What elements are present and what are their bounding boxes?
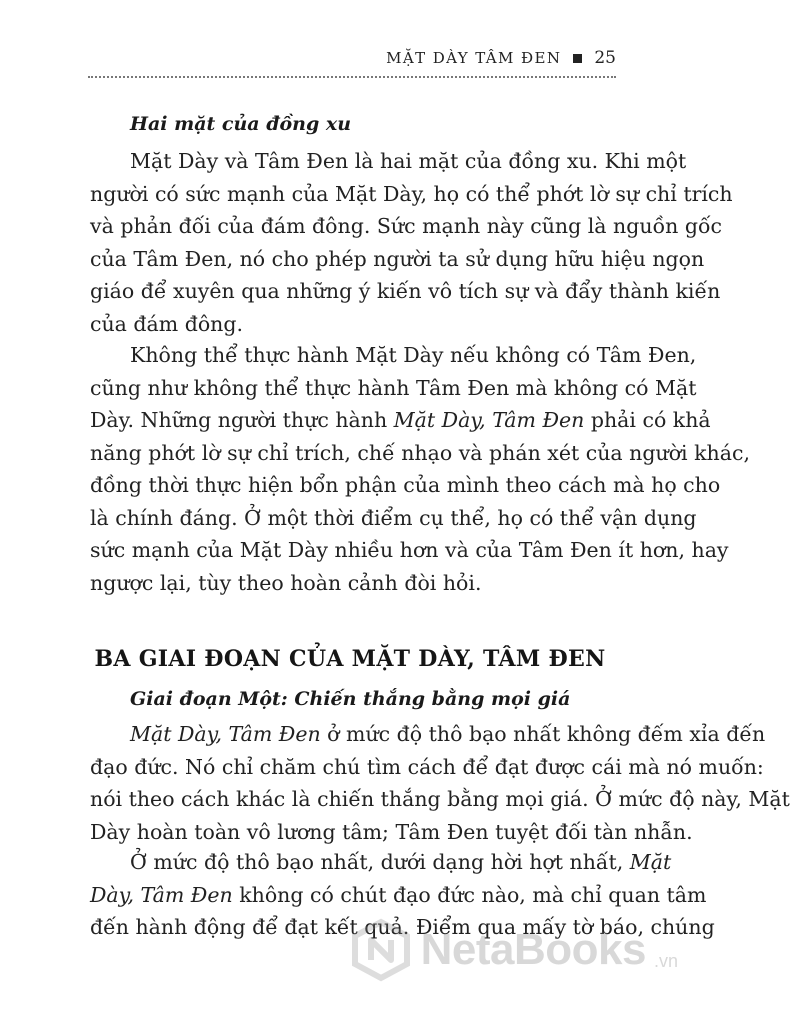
running-header — [386, 48, 616, 68]
paragraph-line — [90, 879, 707, 912]
text-run: Dày. Những người thực hành — [90, 408, 394, 432]
running-title: MẶT DÀY TÂM ĐEN — [386, 49, 562, 67]
paragraph-line — [90, 846, 672, 879]
text-run: ở mức độ thô bạo nhất không đếm xỉa đến — [320, 722, 766, 746]
paragraph-line: cũng như không thể thực hành Tâm Đen mà không có Mặt — [90, 375, 697, 400]
page-number: 25 — [594, 48, 616, 68]
paragraph-1 — [90, 145, 733, 340]
italic-title-text: Mặt — [629, 850, 672, 874]
paragraph-line: đạo đức. Nó chỉ chăm chú tìm cách để đạt được cái mà nó muốn: — [90, 754, 764, 779]
section-subheading: Giai đoạn Một: Chiến thắng bằng mọi giá — [130, 688, 571, 710]
italic-title-text: Mặt Dày, Tâm Đen — [130, 722, 321, 746]
paragraph-line: đến hành động để đạt kết quả. Điểm qua mấy tờ báo, chúng — [90, 915, 715, 939]
paragraph-line: của đám đông. — [90, 311, 244, 336]
italic-title-text: Mặt Dày, Tâm Đen — [393, 408, 585, 432]
paragraph-3 — [90, 718, 790, 848]
watermark — [349, 918, 678, 982]
paragraph-line: là chính đáng. Ở một thời điểm cụ thể, họ có thể vận dụng — [90, 505, 697, 530]
square-bullet-icon — [573, 54, 582, 63]
paragraph-line: giáo để xuyên qua những ý kiến vô tích sự và đẩy thành kiến — [90, 279, 721, 303]
watermark-suffix: .vn — [653, 951, 678, 971]
text-run: phải có khả — [584, 408, 711, 432]
paragraph-line: người có sức mạnh của Mặt Dày, họ có thể phớt lờ sự chỉ trích — [90, 181, 733, 206]
paragraph-line: Không thể thực hành Mặt Dày nếu không có Tâm Đen, — [130, 343, 697, 367]
italic-title-text: Dày, Tâm Đen — [90, 882, 233, 907]
text-run: không có chút đạo đức nào, mà chỉ quan tâm — [232, 882, 707, 907]
paragraph-line: sức mạnh của Mặt Dày nhiều hơn và của Tâm Đen ít hơn, hay — [90, 538, 729, 562]
paragraph-line: nói theo cách khác là chiến thắng bằng mọi giá. Ở mức độ này, Mặt — [90, 787, 790, 811]
paragraph-line: và phản đối của đám đông. Sức mạnh này cũng là nguồn gốc — [90, 214, 722, 238]
paragraph-line — [90, 718, 766, 751]
section-heading: Hai mặt của đồng xu — [130, 113, 352, 135]
paragraph-line — [90, 404, 711, 437]
watermark-brand: NetaBooks — [420, 925, 646, 974]
paragraph-line: đồng thời thực hiện bổn phận của mình theo cách mà họ cho — [90, 473, 721, 497]
header-dotted-rule — [88, 76, 616, 78]
netabooks-logo-icon — [349, 918, 413, 982]
paragraph-line: ngược lại, tùy theo hoàn cảnh đòi hỏi. — [90, 570, 482, 595]
paragraph-line: Dày hoàn toàn vô lương tâm; Tâm Đen tuyệt đối tàn nhẫn. — [90, 819, 693, 844]
paragraph-line: của Tâm Đen, nó cho phép người ta sử dụng hữu hiệu ngọn — [90, 246, 705, 271]
paragraph-2 — [90, 339, 750, 599]
text-run: Ở mức độ thô bạo nhất, dưới dạng hời hợt nhất, — [130, 850, 630, 874]
paragraph-line: Mặt Dày và Tâm Đen là hai mặt của đồng xu. Khi một — [130, 149, 687, 173]
paragraph-line: năng phớt lờ sự chỉ trích, chế nhạo và phán xét của người khác, — [90, 440, 750, 465]
section-title: BA GIAI ĐOẠN CỦA MẶT DÀY, TÂM ĐEN — [94, 646, 606, 672]
